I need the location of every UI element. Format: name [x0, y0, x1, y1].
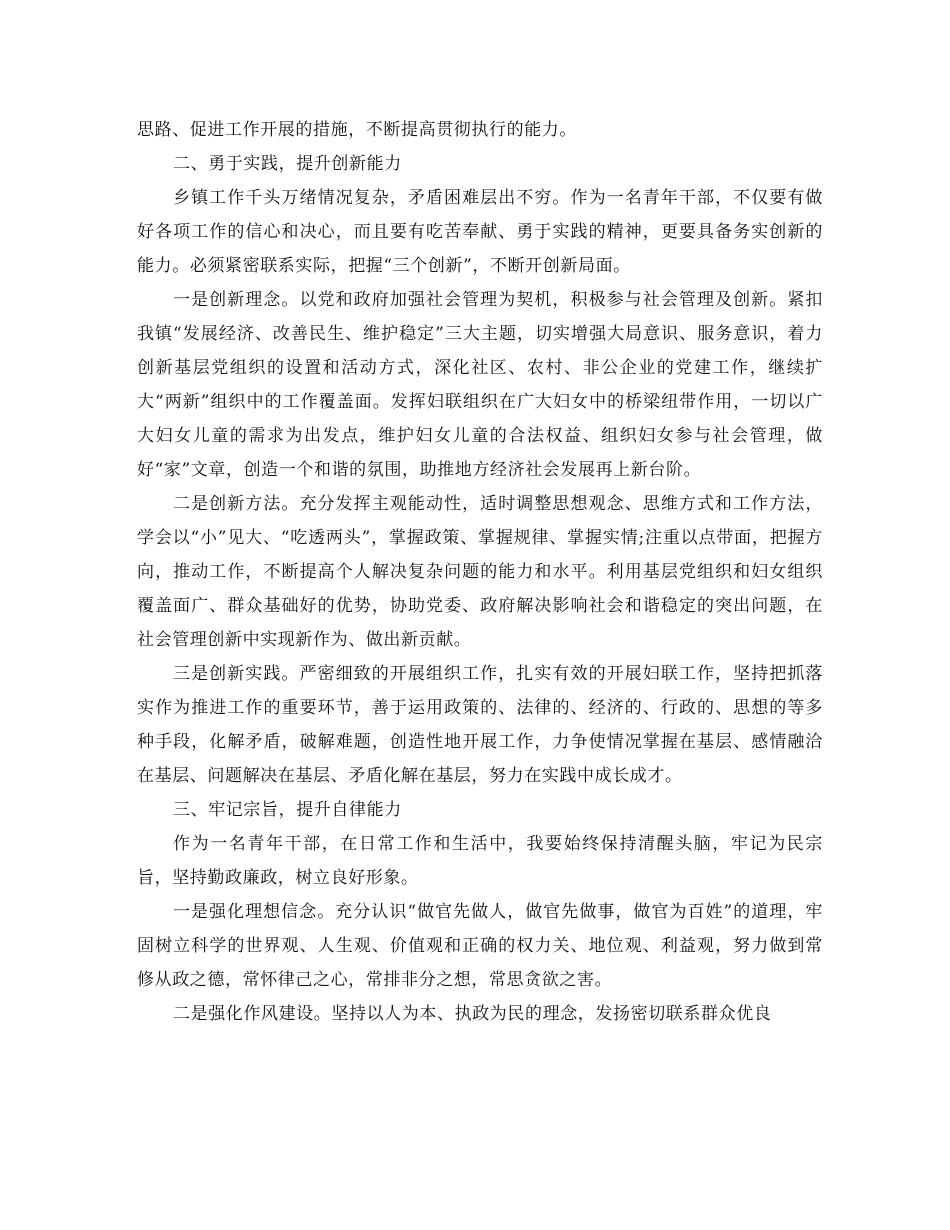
- paragraph-innovate-method: 二是创新方法。充分发挥主观能动性，适时调整思想观念、思维方式和工作方法，学会以“小”见大、“吃透两头”，掌握政策、掌握规律、掌握实情;注重以点带面，把握方向，推动工作，不断提高个人解决复杂问题的能力和水平。利用基层党组织和妇女组织覆盖面广、群众基础好的优势，协助党委、政府解决影响社会和谐稳定的突出问题，在社会管理创新中实现新作为、做出新贡献。: [137, 494, 823, 650]
- paragraph-intro-practice: 乡镇工作千头万绪情况复杂，矛盾困难层出不穷。作为一名青年干部，不仅要有做好各项工作的信心和决心，而且要有吃苦奉献、勇于实践的精神，更要具备务实创新的能力。必须紧密联系实际，把握“三个创新”，不断开创新局面。: [137, 188, 823, 276]
- document-page: [137, 113, 823, 1031]
- paragraph-innovate-practice: 三是创新实践。严密细致的开展组织工作，扎实有效的开展妇联工作，坚持把抓落实作为推进工作的重要环节，善于运用政策的、法律的、经济的、行政的、思想的等多种手段，化解矛盾，破解难题，创造性地开展工作，力争使情况掌握在基层、感情融洽在基层、问题解决在基层、矛盾化解在基层，努力在实践中成长成才。: [137, 664, 823, 786]
- paragraph-strengthen-ideals: 一是强化理想信念。充分认识“做官先做人，做官先做事，做官为百姓”的道理，牢固树立科学的世界观、人生观、价值观和正确的权力关、地位观、利益观，努力做到常修从政之德，常怀律己之心，常排非分之想，常思贪欲之害。: [137, 902, 823, 990]
- paragraph-intro-discipline: 作为一名青年干部，在日常工作和生活中，我要始终保持清醒头脑，牢记为民宗旨，坚持勤政廉政，树立良好形象。: [137, 834, 823, 888]
- paragraph-continued: 思路、促进工作开展的措施，不断提高贯彻执行的能力。: [137, 120, 577, 140]
- paragraph-innovate-concept: 一是创新理念。以党和政府加强社会管理为契机，积极参与社会管理及创新。紧扣我镇“发展经济、改善民生、维护稳定”三大主题，切实增强大局意识、服务意识，着力创新基层党组织的设置和活动方式，深化社区、农村、非公企业的党建工作，继续扩大“两新”组织中的工作覆盖面。发挥妇联组织在广大妇女中的桥梁纽带作用，一切以广大妇女儿童的需求为出发点，维护妇女儿童的合法权益、组织妇女参与社会管理，做好“家”文章，创造一个和谐的氛围，助推地方经济社会发展再上新台阶。: [137, 290, 823, 480]
- paragraph-strengthen-style: 二是强化作风建设。坚持以人为本、执政为民的理念，发扬密切联系群众优良: [173, 1004, 772, 1024]
- section-heading-3: 三、牢记宗旨，提升自律能力: [173, 800, 402, 820]
- section-heading-2: 二、勇于实践，提升创新能力: [173, 154, 402, 174]
